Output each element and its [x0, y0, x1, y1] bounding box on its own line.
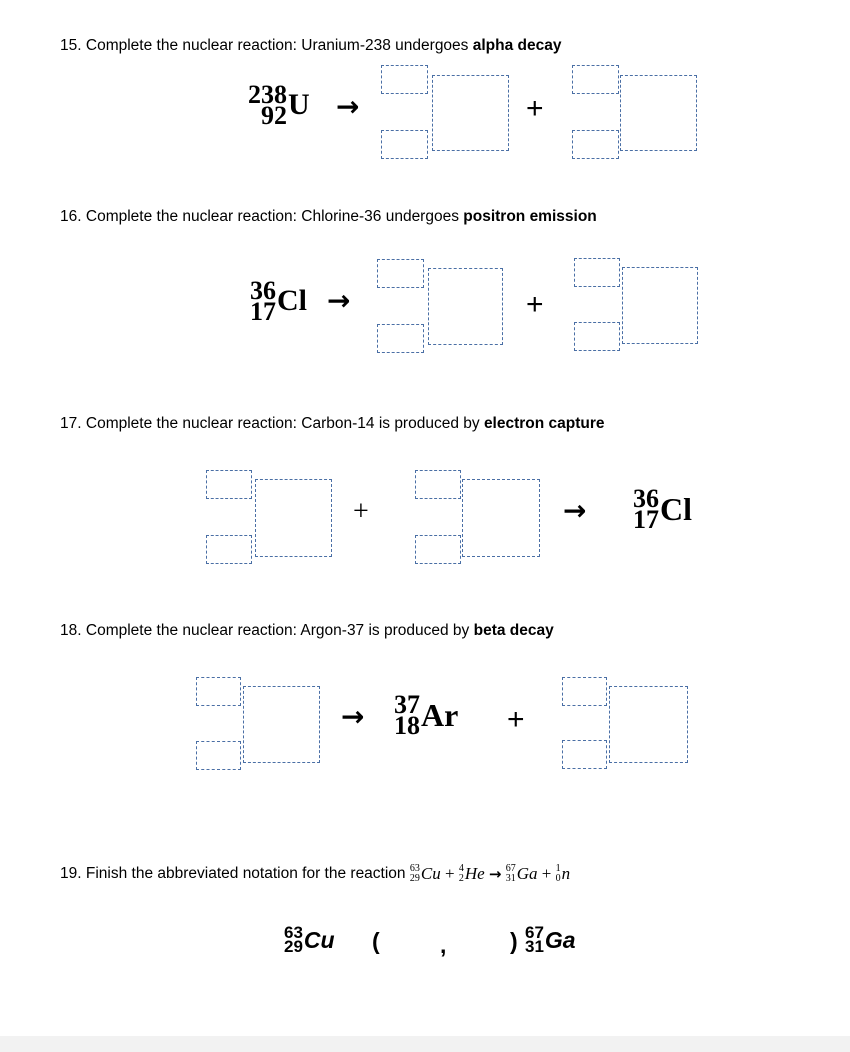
question-16	[60, 208, 597, 226]
atomic-number-box-2[interactable]	[562, 740, 607, 769]
atomic-number: 31	[525, 937, 544, 957]
plus-sign: +	[541, 864, 552, 883]
question-18	[60, 622, 554, 640]
question-emphasis: alpha decay	[472, 37, 562, 54]
chlorine-36-nuclide	[633, 484, 692, 535]
element-symbol: Ar	[421, 696, 459, 733]
reaction-arrow: →	[488, 865, 502, 883]
plus-sign: +	[444, 864, 455, 883]
atomic-number: 29	[284, 937, 303, 957]
argon-37-nuclide	[394, 690, 459, 741]
symbol-box-1[interactable]	[432, 75, 509, 151]
cu-symbol: Cu	[420, 864, 441, 883]
mass-number: 67	[525, 923, 544, 942]
element-symbol: U	[288, 88, 310, 122]
comma: ,	[440, 932, 447, 958]
mass-number-box-1[interactable]	[196, 677, 241, 706]
mass-number-box-1[interactable]	[206, 470, 252, 499]
answer-copper-63	[284, 923, 335, 957]
n-atomic: 0	[555, 873, 561, 884]
question-number: 18.	[60, 622, 82, 639]
uranium-238-nuclide	[248, 80, 310, 131]
question-text: Complete the nuclear reaction: Chlorine-36 undergoes	[85, 208, 464, 225]
ga-symbol: Ga	[516, 864, 538, 883]
element-symbol: Cl	[660, 490, 692, 527]
atomic-number: 18	[394, 711, 420, 741]
mass-number-box-2[interactable]	[574, 258, 620, 287]
mass-number: 238	[248, 80, 287, 109]
mass-number: 36	[250, 276, 276, 305]
question-text: Finish the abbreviated notation for the reaction	[85, 865, 406, 882]
symbol-box-2[interactable]	[462, 479, 540, 557]
symbol-box-1[interactable]	[428, 268, 503, 345]
atomic-number-box-2[interactable]	[574, 322, 620, 351]
atomic-number-box-1[interactable]	[196, 741, 241, 770]
atomic-number: 17	[633, 505, 659, 535]
mass-number-box-2[interactable]	[562, 677, 607, 706]
cu-atomic: 29	[409, 873, 420, 884]
he-symbol: He	[464, 864, 485, 883]
page-bottom-edge	[0, 1036, 850, 1052]
chlorine-36-nuclide	[250, 276, 307, 327]
plus-sign: +	[526, 92, 544, 125]
mass-number: 36	[633, 484, 659, 513]
plus-sign: +	[507, 703, 525, 736]
n-symbol: n	[561, 864, 571, 883]
open-paren: (	[372, 928, 380, 954]
symbol-box-2[interactable]	[622, 267, 698, 344]
element-symbol: Cl	[277, 284, 307, 318]
reaction-arrow: →	[336, 90, 360, 123]
question-text: Complete the nuclear reaction: Carbon-14 is produced by	[85, 415, 484, 432]
question-emphasis: positron emission	[463, 208, 597, 225]
close-paren: )	[510, 928, 518, 954]
question-15	[60, 37, 561, 55]
symbol-box-1[interactable]	[243, 686, 320, 763]
atomic-number: 17	[250, 297, 276, 327]
question-number: 15.	[60, 37, 82, 54]
plus-sign: +	[526, 288, 544, 321]
reaction-arrow: →	[327, 284, 351, 317]
reaction-arrow: →	[563, 494, 587, 527]
plus-sign: +	[353, 496, 369, 527]
mass-number: 37	[394, 690, 420, 719]
symbol-box-1[interactable]	[255, 479, 332, 557]
element-symbol: Cu	[303, 926, 335, 953]
question-number: 16.	[60, 208, 82, 225]
question-19	[60, 864, 570, 884]
question-number: 19.	[60, 865, 82, 882]
atomic-number-box-2[interactable]	[415, 535, 461, 564]
question-text: Complete the nuclear reaction: Uranium-238 undergoes	[85, 37, 473, 54]
symbol-box-2[interactable]	[609, 686, 688, 763]
reaction-arrow: →	[341, 700, 365, 733]
atomic-number-box-1[interactable]	[381, 130, 428, 159]
answer-gallium-67	[525, 923, 576, 957]
n-mass: 1	[555, 863, 561, 874]
atomic-number-box-1[interactable]	[377, 324, 424, 353]
question-number: 17.	[60, 415, 82, 432]
atomic-number-box-1[interactable]	[206, 535, 252, 564]
question-emphasis: electron capture	[483, 415, 605, 432]
mass-number: 63	[284, 923, 303, 942]
mass-number-box-1[interactable]	[381, 65, 428, 94]
question-text: Complete the nuclear reaction: Argon-37 is produced by	[85, 622, 474, 639]
he-atomic: 2	[458, 873, 464, 884]
question-emphasis: beta decay	[473, 622, 554, 639]
ga-atomic: 31	[505, 873, 516, 884]
atomic-number: 92	[261, 101, 287, 131]
answer-blank-field-2[interactable]	[460, 930, 504, 956]
ga-mass: 67	[505, 863, 516, 874]
question-17	[60, 415, 605, 433]
mass-number-box-2[interactable]	[415, 470, 461, 499]
mass-number-box-1[interactable]	[377, 259, 424, 288]
reaction-equation	[410, 864, 570, 884]
element-symbol: Ga	[544, 926, 576, 953]
symbol-box-2[interactable]	[620, 75, 697, 151]
mass-number-box-2[interactable]	[572, 65, 619, 94]
he-mass: 4	[458, 863, 464, 874]
atomic-number-box-2[interactable]	[572, 130, 619, 159]
cu-mass: 63	[409, 863, 420, 874]
